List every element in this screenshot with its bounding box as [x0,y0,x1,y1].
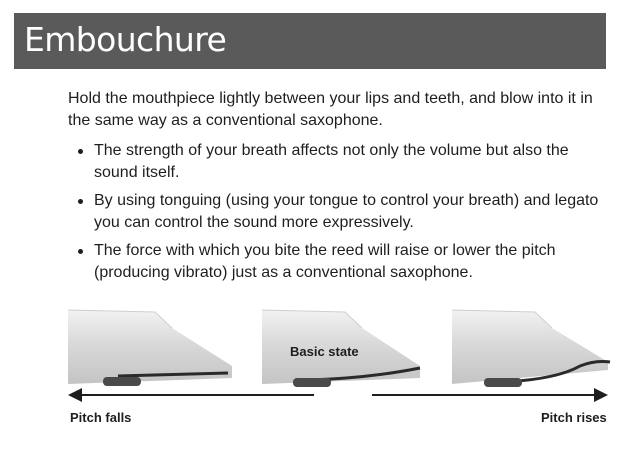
pitch-falls-label: Pitch falls [70,410,132,425]
arrow-left-icon [68,388,314,402]
section-header [14,13,606,69]
intro-paragraph: Hold the mouthpiece lightly between your lips and teeth, and blow into it in the same way as a conventional saxophone. [68,90,593,129]
mouthpiece-pitch-falls [68,310,232,386]
section-title: Embouchure [24,20,227,59]
bullet-item: By using tonguing (using your tongue to control your breath) and legato you can control the sound more expressively. [70,190,610,234]
arrow-right-icon [372,388,608,402]
bullet-item: The force with which you bite the reed will raise or lower the pitch (producing vibrato) just as a conventional saxophone. [70,240,610,284]
embouchure-illustration [0,300,640,450]
bullet-list [70,140,610,290]
basic-state-label: Basic state [290,344,359,359]
bullet-item: The strength of your breath affects not only the volume but also the sound itself. [70,140,610,184]
mouthpiece-pitch-rises [452,310,610,387]
pitch-rises-label: Pitch rises [541,410,607,425]
